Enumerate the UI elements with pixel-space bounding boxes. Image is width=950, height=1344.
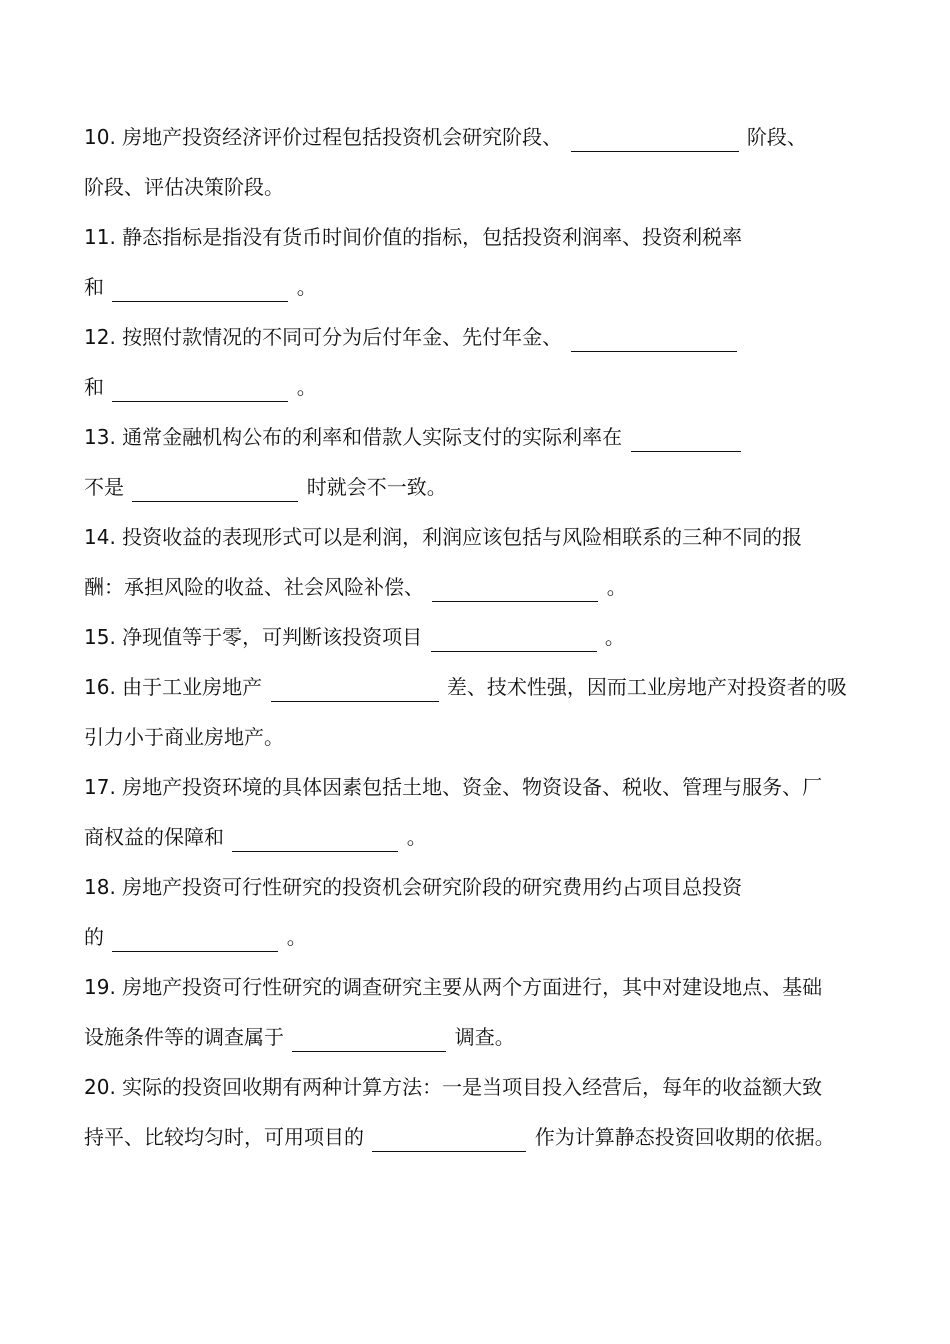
answer-blank[interactable]: [112, 379, 288, 402]
question-number: 12.: [84, 325, 116, 349]
question-number: 10.: [84, 125, 116, 149]
question-10-line-2: [84, 172, 284, 202]
question-12-line-2: [84, 372, 317, 402]
question-text: 投资收益的表现形式可以是利润，利润应该包括与风险相联系的三种不同的报: [122, 525, 803, 549]
answer-blank[interactable]: [571, 329, 737, 352]
question-13-line-2: [84, 472, 447, 502]
question-text: 和: [84, 275, 104, 299]
question-text: 引力小于商业房地产。: [84, 725, 284, 749]
question-text: 的: [84, 925, 104, 949]
answer-blank[interactable]: [292, 1029, 446, 1052]
question-13-line-1: [84, 422, 743, 452]
question-text: 阶段、: [746, 125, 807, 149]
question-number: 11.: [84, 225, 116, 249]
answer-blank[interactable]: [232, 829, 398, 852]
question-15-line-1: [84, 622, 625, 652]
question-number: 16.: [84, 675, 116, 699]
question-text: 。: [286, 925, 307, 949]
question-text: 。: [606, 575, 627, 599]
question-12-line-1: [84, 322, 739, 352]
question-text: 静态指标是指没有货币时间价值的指标，包括投资利润率、投资利税率: [122, 225, 743, 249]
question-text: 净现值等于零，可判断该投资项目: [122, 625, 423, 649]
answer-blank[interactable]: [132, 479, 298, 502]
question-10-line-1: [84, 122, 807, 152]
question-text: 阶段、评估决策阶段。: [84, 175, 284, 199]
question-18-line-2: [84, 922, 307, 952]
question-11-line-2: [84, 272, 317, 302]
question-text: 商权益的保障和: [84, 825, 224, 849]
question-16-line-1: [84, 672, 847, 702]
question-text: 调查。: [454, 1025, 515, 1049]
question-17-line-2: [84, 822, 427, 852]
question-text: 。: [296, 275, 317, 299]
question-number: 19.: [84, 975, 116, 999]
answer-blank[interactable]: [112, 279, 288, 302]
question-text: 实际的投资回收期有两种计算方法：一是当项目投入经营后，每年的收益额大致: [122, 1075, 823, 1099]
question-19-line-1: [84, 972, 822, 1002]
question-text: 不是: [84, 475, 124, 499]
question-17-line-1: [84, 772, 822, 802]
question-11-line-1: [84, 222, 742, 252]
answer-blank[interactable]: [271, 679, 439, 702]
question-text: 通常金融机构公布的利率和借款人实际支付的实际利率在: [122, 425, 623, 449]
question-text: 时就会不一致。: [306, 475, 447, 499]
question-text: 房地产投资经济评价过程包括投资机会研究阶段、: [122, 125, 563, 149]
question-text: 房地产投资可行性研究的投资机会研究阶段的研究费用约占项目总投资: [122, 875, 743, 899]
question-14-line-1: [84, 522, 802, 552]
question-number: 20.: [84, 1075, 116, 1099]
question-number: 18.: [84, 875, 116, 899]
question-18-line-1: [84, 872, 742, 902]
question-text: 房地产投资环境的具体因素包括土地、资金、物资设备、税收、管理与服务、厂: [122, 775, 823, 799]
question-text: 。: [406, 825, 427, 849]
question-number: 13.: [84, 425, 116, 449]
question-text: 由于工业房地产: [122, 675, 263, 699]
question-20-line-1: [84, 1072, 822, 1102]
question-text: 和: [84, 375, 104, 399]
question-text: 设施条件等的调查属于: [84, 1025, 284, 1049]
question-text: 持平、比较均匀时，可用项目的: [84, 1125, 364, 1149]
answer-blank[interactable]: [432, 579, 598, 602]
question-number: 17.: [84, 775, 116, 799]
answer-blank[interactable]: [112, 929, 278, 952]
question-19-line-2: [84, 1022, 515, 1052]
question-text: 按照付款情况的不同可分为后付年金、先付年金、: [122, 325, 563, 349]
answer-blank[interactable]: [372, 1129, 526, 1152]
question-text: 作为计算静态投资回收期的依据。: [534, 1125, 835, 1149]
answer-blank[interactable]: [631, 429, 741, 452]
question-text: 差、技术性强，因而工业房地产对投资者的吸: [446, 675, 847, 699]
question-14-line-2: [84, 572, 627, 602]
question-20-line-2: [84, 1122, 835, 1152]
question-text: 。: [604, 625, 625, 649]
question-number: 15.: [84, 625, 116, 649]
question-text: 。: [296, 375, 317, 399]
question-16-line-2: [84, 722, 284, 752]
question-number: 14.: [84, 525, 116, 549]
question-text: 酬：承担风险的收益、社会风险补偿、: [84, 575, 424, 599]
question-text: 房地产投资可行性研究的调查研究主要从两个方面进行，其中对建设地点、基础: [122, 975, 823, 999]
answer-blank[interactable]: [571, 129, 739, 152]
answer-blank[interactable]: [431, 629, 597, 652]
